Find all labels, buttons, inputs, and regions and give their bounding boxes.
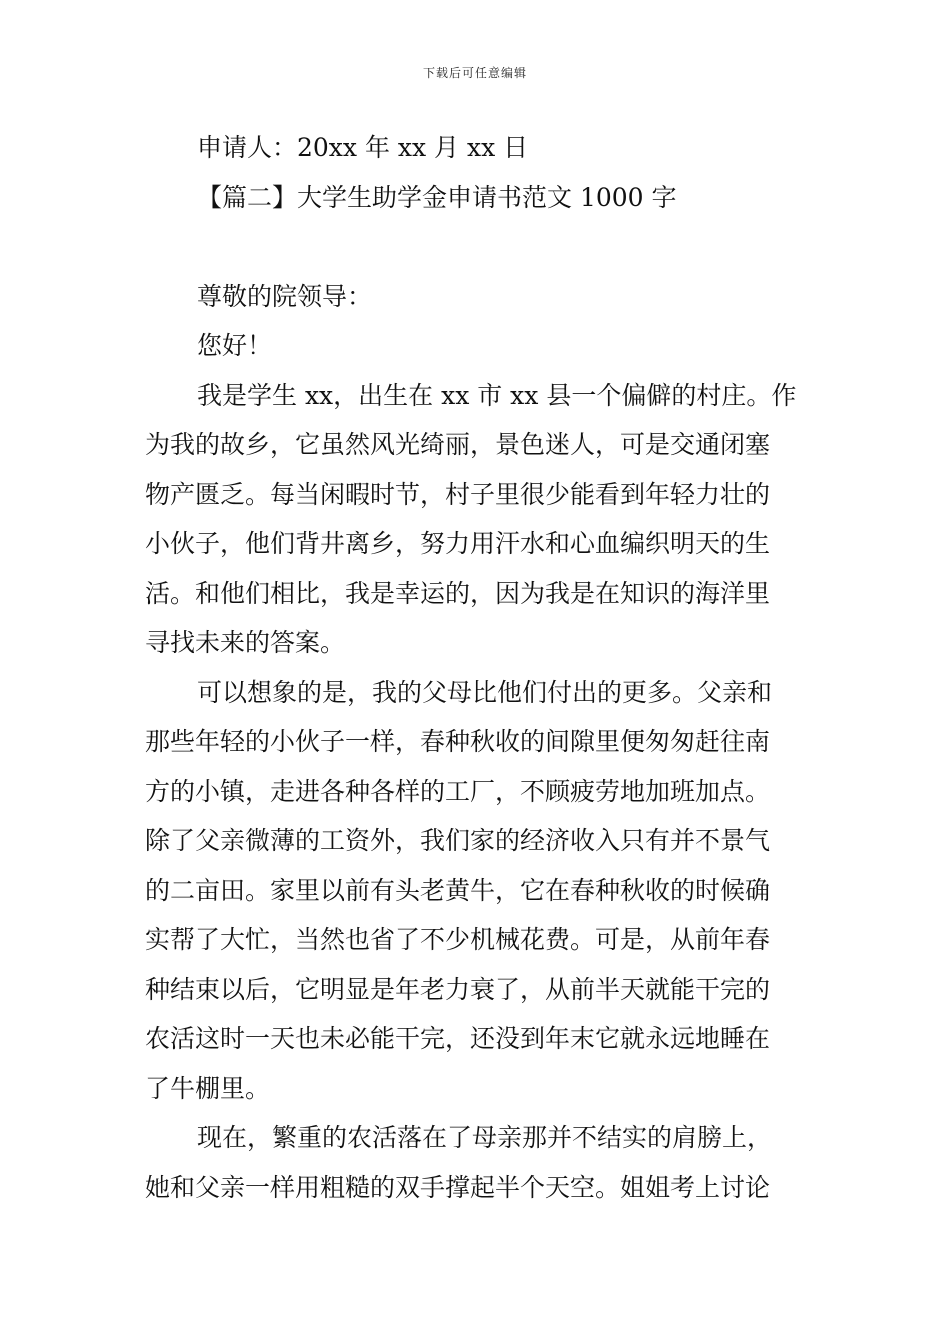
paragraph-line: 物产匮乏。每当闲暇时节，村子里很少能看到年轻力壮的 — [145, 479, 771, 509]
applicant-date-line: 申请人：20xx 年 xx 月 xx 日 — [197, 133, 529, 162]
paragraph-line: 了牛棚里。 — [145, 1073, 271, 1103]
page-header-note: 下载后可任意编辑 — [422, 66, 527, 80]
paragraph-line: 种结束以后，它明显是年老力衰了，从前半天就能干完的 — [145, 974, 771, 1004]
paragraph-line: 的二亩田。家里以前有头老黄牛，它在春种秋收的时候确 — [145, 875, 771, 905]
paragraph-line: 可以想象的是，我的父母比他们付出的更多。父亲和 — [197, 677, 773, 707]
paragraph-line: 那些年轻的小伙子一样，春种秋收的间隙里便匆匆赶往南 — [145, 727, 771, 756]
paragraph-line: 她和父亲一样用粗糙的双手撑起半个天空。姐姐考上讨论 — [145, 1172, 771, 1202]
paragraph-line: 实帮了大忙，当然也省了不少机械花费。可是，从前年春 — [145, 925, 771, 954]
paragraph-3 — [145, 1113, 805, 1212]
paragraph-line: 现在，繁重的农活落在了母亲那并不结实的肩膀上， — [197, 1123, 773, 1152]
paragraph-2 — [145, 668, 805, 1114]
salutation: 尊敬的院领导： — [197, 281, 373, 311]
paragraph-line: 为我的故乡，它虽然风光绮丽，景色迷人，可是交通闭塞 — [145, 430, 771, 459]
greeting: 您好！ — [197, 331, 273, 360]
document-body — [145, 123, 805, 1212]
paragraph-line: 农活这时一天也未必能干完，还没到年末它就永远地睡在 — [145, 1024, 771, 1053]
paragraph-line: 寻找未来的答案。 — [145, 628, 346, 657]
blank-line — [145, 222, 805, 272]
paragraph-1 — [145, 371, 805, 668]
paragraph-line: 除了父亲微薄的工资外，我们家的经济收入只有并不景气 — [145, 826, 771, 855]
paragraph-line: 活。和他们相比，我是幸运的，因为我是在知识的海洋里 — [145, 578, 771, 608]
paragraph-line: 小伙子，他们背井离乡，努力用汗水和心血编织明天的生 — [145, 529, 771, 558]
paragraph-line: 方的小镇，走进各种各样的工厂，不顾疲劳地加班加点。 — [145, 776, 771, 806]
section-title: 【篇二】大学生助学金申请书范文 1000 字 — [197, 182, 677, 212]
paragraph-line: 我是学生 xx，出生在 xx 市 xx 县一个偏僻的村庄。作 — [197, 380, 797, 410]
